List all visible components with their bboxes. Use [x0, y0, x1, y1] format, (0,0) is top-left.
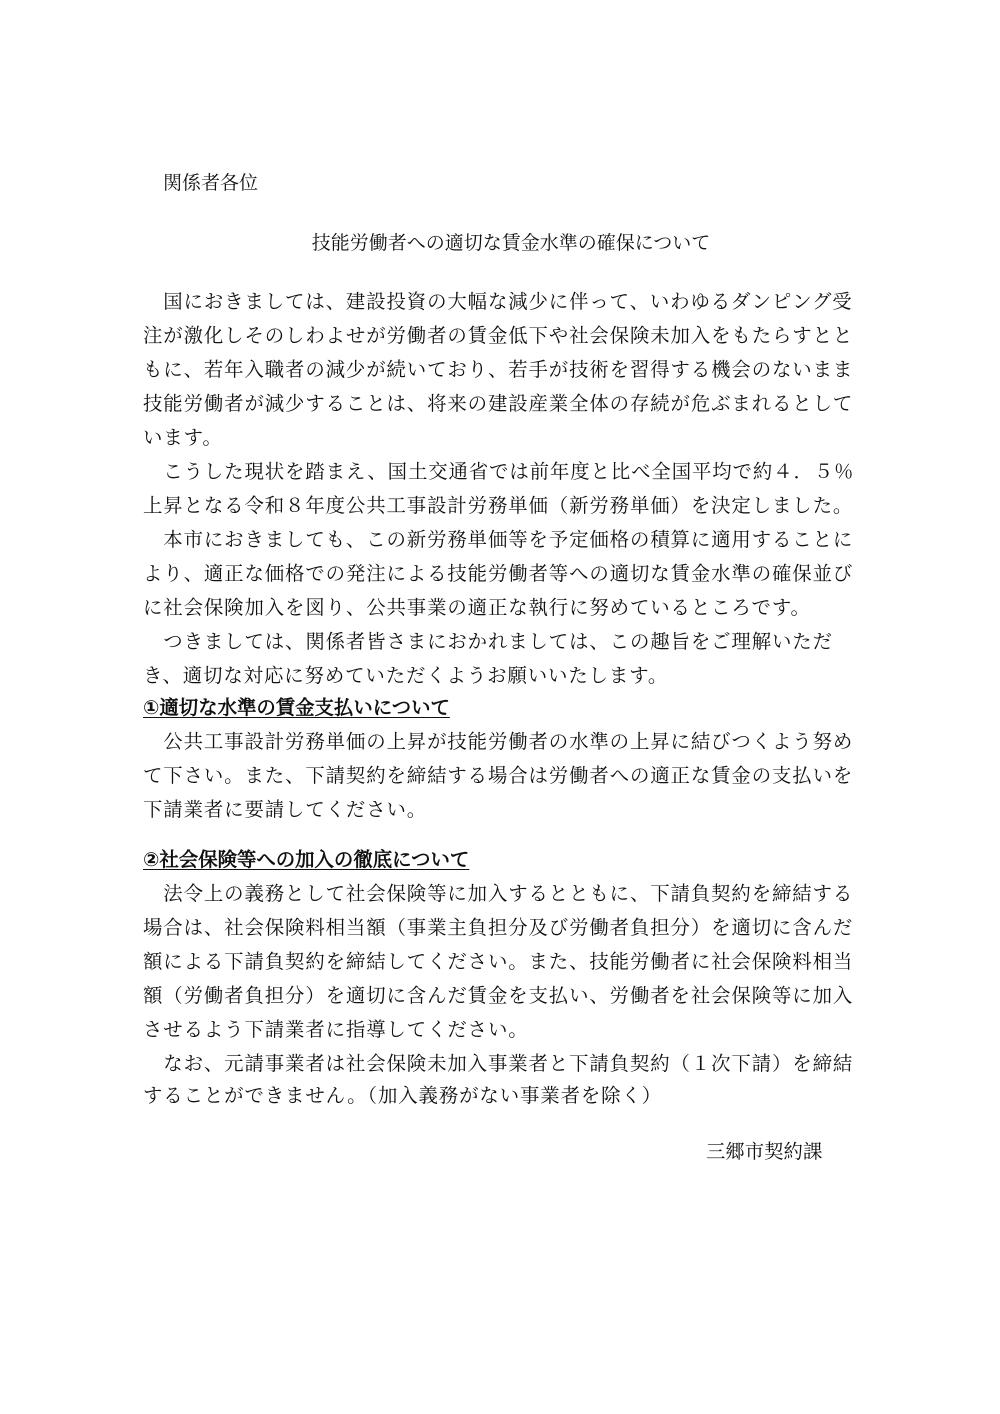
intro-line: 本市におきましても、この新労務単価等を予定価格の積算に適用することに [143, 528, 854, 551]
section-heading-wage-payment: ①適切な水準の賃金支払いについて [143, 696, 450, 719]
addressee: 関係者各位 [163, 172, 259, 194]
section2-line: させるよう下請業者に指導してください。 [143, 1018, 529, 1041]
section2-line: 額（労働者負担分）を適切に含んだ賃金を支払い、労働者を社会保険等に加入 [143, 984, 854, 1007]
intro-line: こうした現状を踏まえ、国土交通省では前年度と比べ全国平均で約４．５％ [143, 460, 855, 483]
intro-line: つきましては、関係者皆さまにおかれましては、この趣旨をご理解いただ [143, 630, 833, 653]
section2-line: 法令上の義務として社会保険等に加入するとともに、下請負契約を締結する [143, 882, 854, 905]
section1-line: 公共工事設計労務単価の上昇が技能労働者の水準の上昇に結びつくよう努め [143, 730, 854, 753]
section1-line: て下さい。また、下請契約を締結する場合は労働者への適正な賃金の支払いを [143, 764, 854, 787]
intro-line: き、適切な対応に努めていただくようお願いいたします。 [143, 664, 669, 687]
section2-line: なお、元請事業者は社会保険未加入事業者と下請負契約（１次下請）を締結 [143, 1052, 854, 1075]
intro-line: に社会保険加入を図り、公共事業の適正な執行に努めているところです。 [143, 596, 811, 619]
intro-line: 上昇となる令和８年度公共工事設計労務単価（新労務単価）を決定しました。 [143, 494, 854, 517]
section2-line: 場合は、社会保険料相当額（事業主負担分及び労働者負担分）を適切に含んだ [143, 916, 854, 939]
section-heading-social-insurance: ②社会保険等への加入の徹底について [143, 848, 470, 871]
intro-line: 注が激化しそのしわよせが労働者の賃金低下や社会保険未加入をもたらすとと [143, 324, 854, 347]
section2-line: 額による下請負契約を締結してください。また、技能労働者に社会保険料相当 [143, 950, 854, 973]
intro-line: より、適正な価格での発注による技能労働者等への適切な賃金水準の確保並び [143, 562, 854, 585]
intro-line: います。 [143, 426, 223, 449]
intro-line: 技能労働者が減少することは、将来の建設産業全体の存続が危ぶまれるとして [143, 392, 854, 415]
section1-line: 下請業者に要請してください。 [143, 798, 428, 821]
section2-line: することができません。（加入義務がない事業者を除く） [143, 1084, 663, 1107]
signature: 三郷市契約課 [706, 1140, 823, 1163]
document-title: 技能労働者への適切な賃金水準の確保について [311, 232, 711, 254]
intro-line: 国におきましては、建設投資の大幅な減少に伴って、いわゆるダンピング受 [143, 290, 853, 313]
intro-line: もに、若年入職者の減少が続いており、若手が技術を習得する機会のないまま [143, 358, 854, 381]
